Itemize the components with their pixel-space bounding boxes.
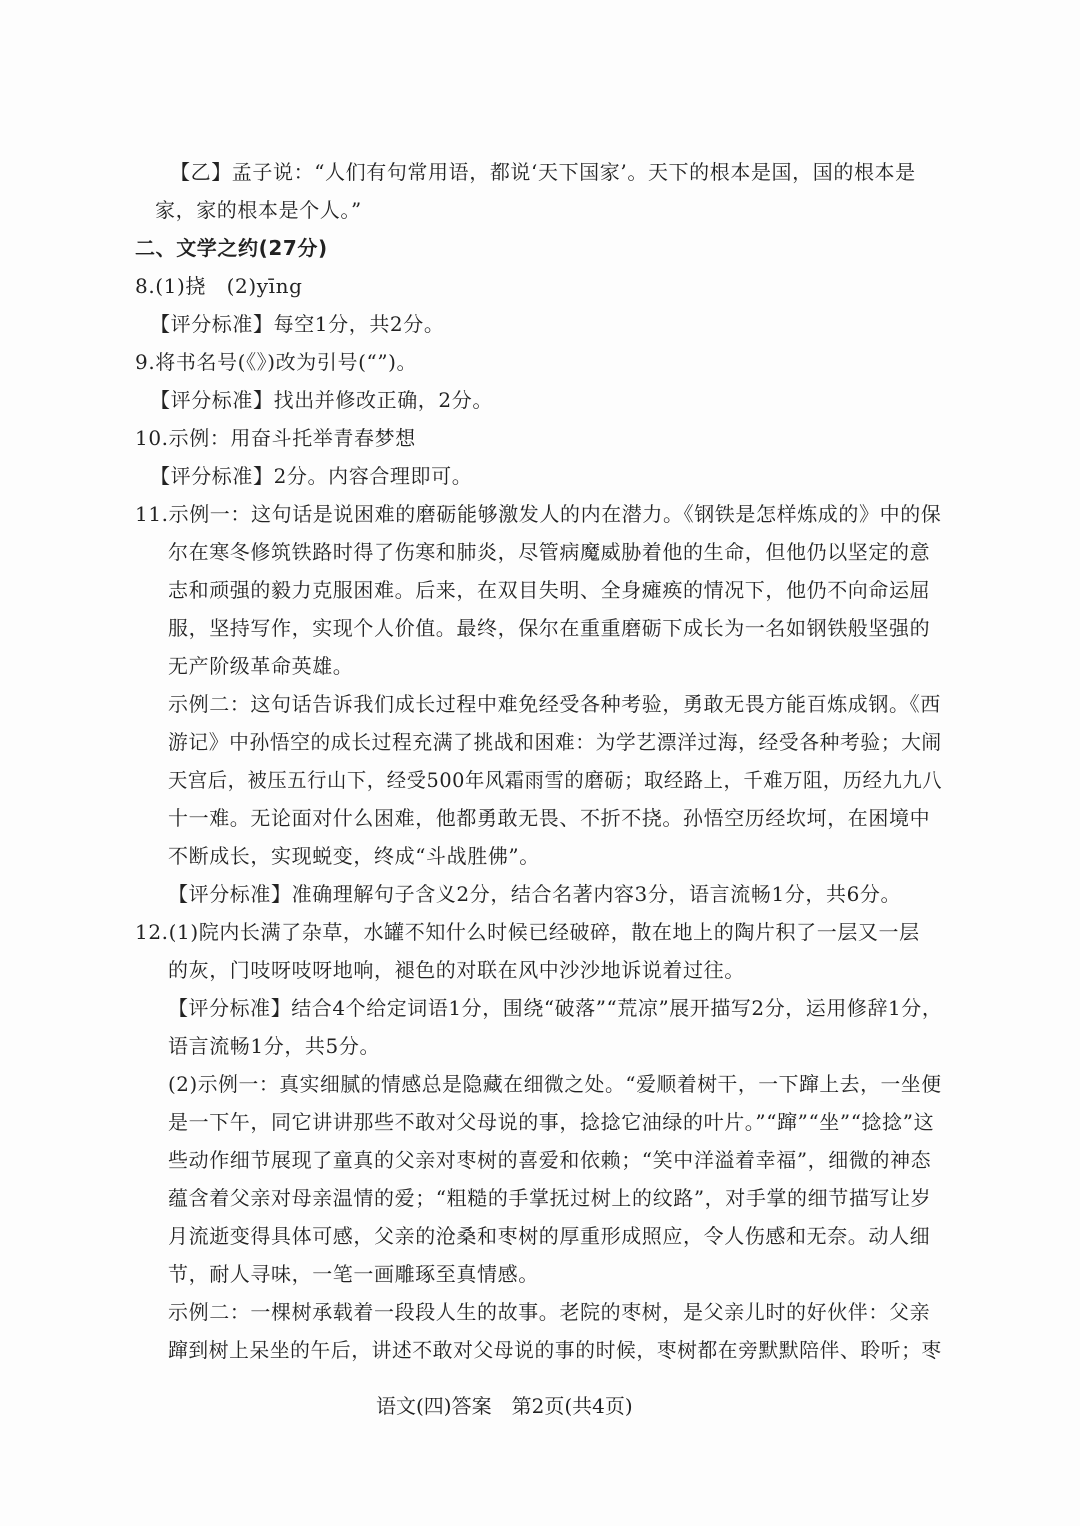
- text-line: 月流逝变得具体可感，父亲的沧桑和枣树的厚重形成照应，令人伤感和无奈。动人细: [168, 1224, 931, 1248]
- text-line: 无产阶级革命英雄。: [168, 654, 354, 678]
- text-line: 天宫后，被压五行山下，经受500年风霜雨雪的磨砺；取经路上，千难万阻，历经九九八: [168, 768, 943, 792]
- text-line: 语言流畅1分，共5分。: [168, 1034, 381, 1058]
- text-line: 尔在寒冬修筑铁路时得了伤寒和肺炎，尽管病魔威胁着他的生命，但他仍以坚定的意: [168, 540, 931, 564]
- text-line: 示例二：一棵树承载着一段段人生的故事。老院的枣树，是父亲儿时的好伙伴：父亲: [168, 1300, 931, 1324]
- text-line: 12.(1)院内长满了杂草，水罐不知什么时候已经破碎，散在地上的陶片积了一层又一层: [135, 920, 920, 944]
- text-line: 8.(1)挠 (2)yīng: [135, 274, 303, 298]
- text-line: 些动作细节展现了童真的父亲对枣树的喜爱和依赖；“笑中洋溢着幸福”，细微的神态: [168, 1148, 932, 1172]
- text-line: 示例二：这句话告诉我们成长过程中难免经受各种考验，勇敢无畏方能百炼成钢。《西: [168, 692, 941, 716]
- text-line: 节，耐人寻味，一笔一画雕琢至真情感。: [168, 1262, 539, 1286]
- text-line: 【评分标准】2分。内容合理即可。: [150, 464, 473, 488]
- text-line: 10.示例：用奋斗托举青春梦想: [135, 426, 416, 450]
- text-line: 蕴含着父亲对母亲温情的爱；“粗糙的手掌抚过树上的纹路”，对手掌的细节描写让岁: [168, 1186, 932, 1210]
- text-line: 游记》中孙悟空的成长过程充满了挑战和困难：为学艺漂洋过海，经受各种考验；大闹: [168, 730, 942, 754]
- text-line: (2)示例一：真实细腻的情感总是隐藏在细微之处。“爱顺着树干，一下蹿上去，一坐便: [168, 1072, 942, 1096]
- text-line: 服，坚持写作，实现个人价值。最终，保尔在重重磨砺下成长为一名如钢铁般坚强的: [168, 616, 931, 640]
- text-line: 【评分标准】准确理解句子含义2分，结合名著内容3分，语言流畅1分，共6分。: [168, 882, 902, 906]
- text-line: 【评分标准】结合4个给定词语1分，围绕“破落”“荒凉”展开描写2分，运用修辞1分，: [168, 996, 943, 1020]
- text-line: 9.将书名号(《》)改为引号(“”)。: [135, 350, 418, 374]
- text-line: 十一难。无论面对什么困难，他都勇敢无畏、不折不挠。孙悟空历经坎坷，在困境中: [168, 806, 931, 830]
- section-heading: 二、文学之约(27分): [135, 236, 328, 260]
- text-line: 家，家的根本是个人。”: [155, 198, 362, 222]
- text-line: 【评分标准】找出并修改正确，2分。: [150, 388, 493, 412]
- text-line: 11.示例一：这句话是说困难的磨砺能够激发人的内在潜力。《钢铁是怎样炼成的》中的保: [135, 502, 942, 526]
- text-line: 蹿到树上呆坐的午后，讲述不敢对父母说的事的时候，枣树都在旁默默陪伴、聆听；枣: [168, 1338, 942, 1362]
- text-line: 【乙】孟子说：“人们有句常用语，都说‘天下国家’。天下的根本是国，国的根本是: [170, 160, 916, 184]
- text-line: 的灰，门吱呀吱呀地响，褪色的对联在风中沙沙地诉说着过往。: [168, 958, 745, 982]
- text-line: 是一下午，同它讲讲那些不敢对父母说的事，捻捻它油绿的叶片。”“蹿”“坐”“捻捻”这: [168, 1110, 935, 1134]
- text-line: 志和顽强的毅力克服困难。后来，在双目失明、全身瘫痪的情况下，他仍不向命运屈: [168, 578, 931, 602]
- text-line: 不断成长，实现蜕变，终成“斗战胜佛”。: [168, 844, 540, 868]
- text-line: 【评分标准】每空1分，共2分。: [150, 312, 445, 336]
- page-footer: 语文(四)答案 第2页(共4页): [376, 1394, 633, 1418]
